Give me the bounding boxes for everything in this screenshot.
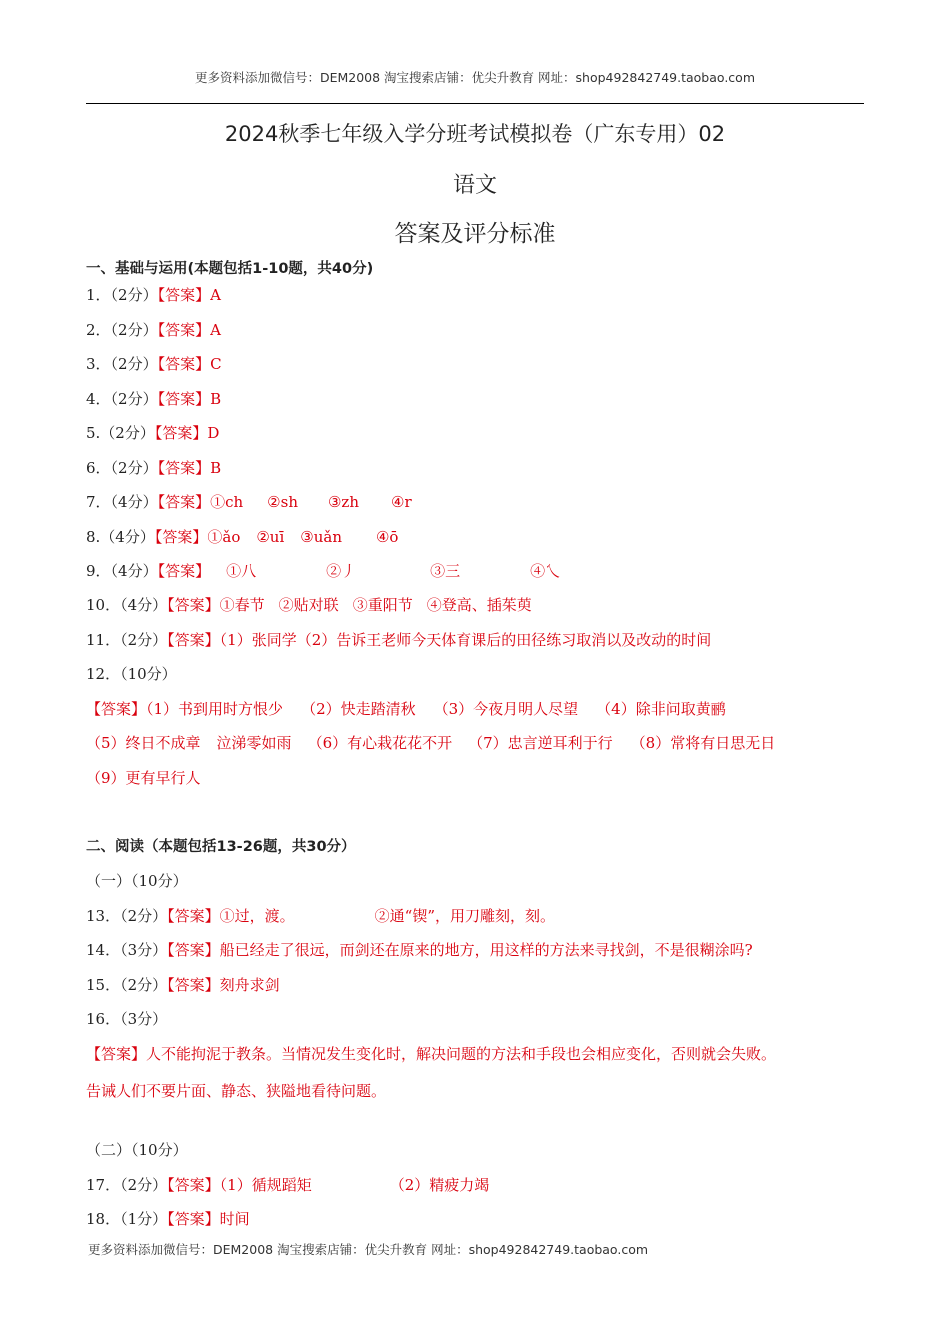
answer-q12-line1: 【答案】（1）书到用时方恨少 （2）快走踏清秋 （3）今夜月明人尽望 （4）除非问取黄鹂 bbox=[86, 700, 726, 718]
answer-q18: 18．（1分）【答案】时间 bbox=[86, 1210, 250, 1228]
question-q16: 16．（3分） bbox=[86, 1010, 168, 1028]
reading-part2-heading: （二）（10分） bbox=[86, 1141, 188, 1159]
answer-q6: 6．（2分）【答案】B bbox=[86, 459, 222, 477]
question-q12: 12．（10分） bbox=[86, 665, 177, 683]
answer-q17: 17．（2分）【答案】（1）循规蹈矩 （2）精疲力竭 bbox=[86, 1176, 490, 1194]
answer-q14: 14．（3分）【答案】船已经走了很远，而剑还在原来的地方，用这样的方法来寻找剑，不是很糊涂吗? bbox=[86, 941, 753, 959]
answer-key-subtitle: 答案及评分标准 bbox=[394, 221, 556, 247]
answer-q3: 3．（2分）【答案】C bbox=[86, 355, 222, 373]
subject-title: 语文 bbox=[452, 173, 497, 198]
answer-q7: 7．（4分）【答案】①ch ②sh ③zh ④r bbox=[86, 493, 412, 511]
answer-q12-line2: （5）终日不成章 泣涕零如雨 （6）有心栽花花不开 （7）忠言逆耳利于行 （8）常将有日思无日 bbox=[86, 734, 776, 752]
answer-q15: 15．（2分）【答案】刻舟求剑 bbox=[86, 976, 280, 994]
answer-q16-line1: 【答案】人不能拘泥于教条。当情况发生变化时，解决问题的方法和手段也会相应变化，否则就会失败。 bbox=[86, 1045, 777, 1063]
footer-note: 更多资料添加微信号：DEM2008 淘宝搜索店铺：优尖升教育 网址：shop492842749.taobao.com bbox=[88, 1242, 649, 1257]
answer-q10: 10．（4分）【答案】①春节 ②贴对联 ③重阳节 ④登高、插茱萸 bbox=[86, 596, 532, 614]
answer-q5: 5.（2分）【答案】D bbox=[86, 424, 220, 442]
section1-heading: 一、基础与运用(本题包括1-10题，共40分) bbox=[86, 261, 374, 277]
answer-q2: 2．（2分）【答案】A bbox=[86, 321, 221, 339]
header-divider bbox=[86, 103, 864, 104]
answer-q1: 1．（2分）【答案】A bbox=[86, 286, 221, 304]
answer-q12-line3: （9）更有早行人 bbox=[86, 769, 201, 787]
reading-part1-heading: （一）（10分） bbox=[86, 872, 188, 890]
answer-q13: 13．（2分）【答案】①过，渡。 ②通“锲”，用刀雕刻，刻。 bbox=[86, 907, 556, 925]
document-title: 2024秋季七年级入学分班考试模拟卷（广东专用）02 bbox=[224, 122, 726, 146]
header-note: 更多资料添加微信号：DEM2008 淘宝搜索店铺：优尖升教育 网址：shop492842749.taobao.com bbox=[194, 70, 756, 85]
answer-q11: 11．（2分）【答案】（1）张同学（2）告诉王老师今天体育课后的田径练习取消以及改动的时间 bbox=[86, 631, 712, 649]
answer-q9: 9．（4分）【答案】 ①八 ②丿 ③三 ④乀 bbox=[86, 562, 561, 580]
answer-q16-line2: 告诫人们不要片面、静态、狭隘地看待问题。 bbox=[86, 1082, 387, 1100]
answer-q4: 4．（2分）【答案】B bbox=[86, 390, 222, 408]
answer-q8: 8.（4分）【答案】①ǎo ②uī ③uǎn ④ō bbox=[86, 528, 399, 546]
section2-heading: 二、阅读（本题包括13-26题，共30分） bbox=[86, 839, 356, 855]
